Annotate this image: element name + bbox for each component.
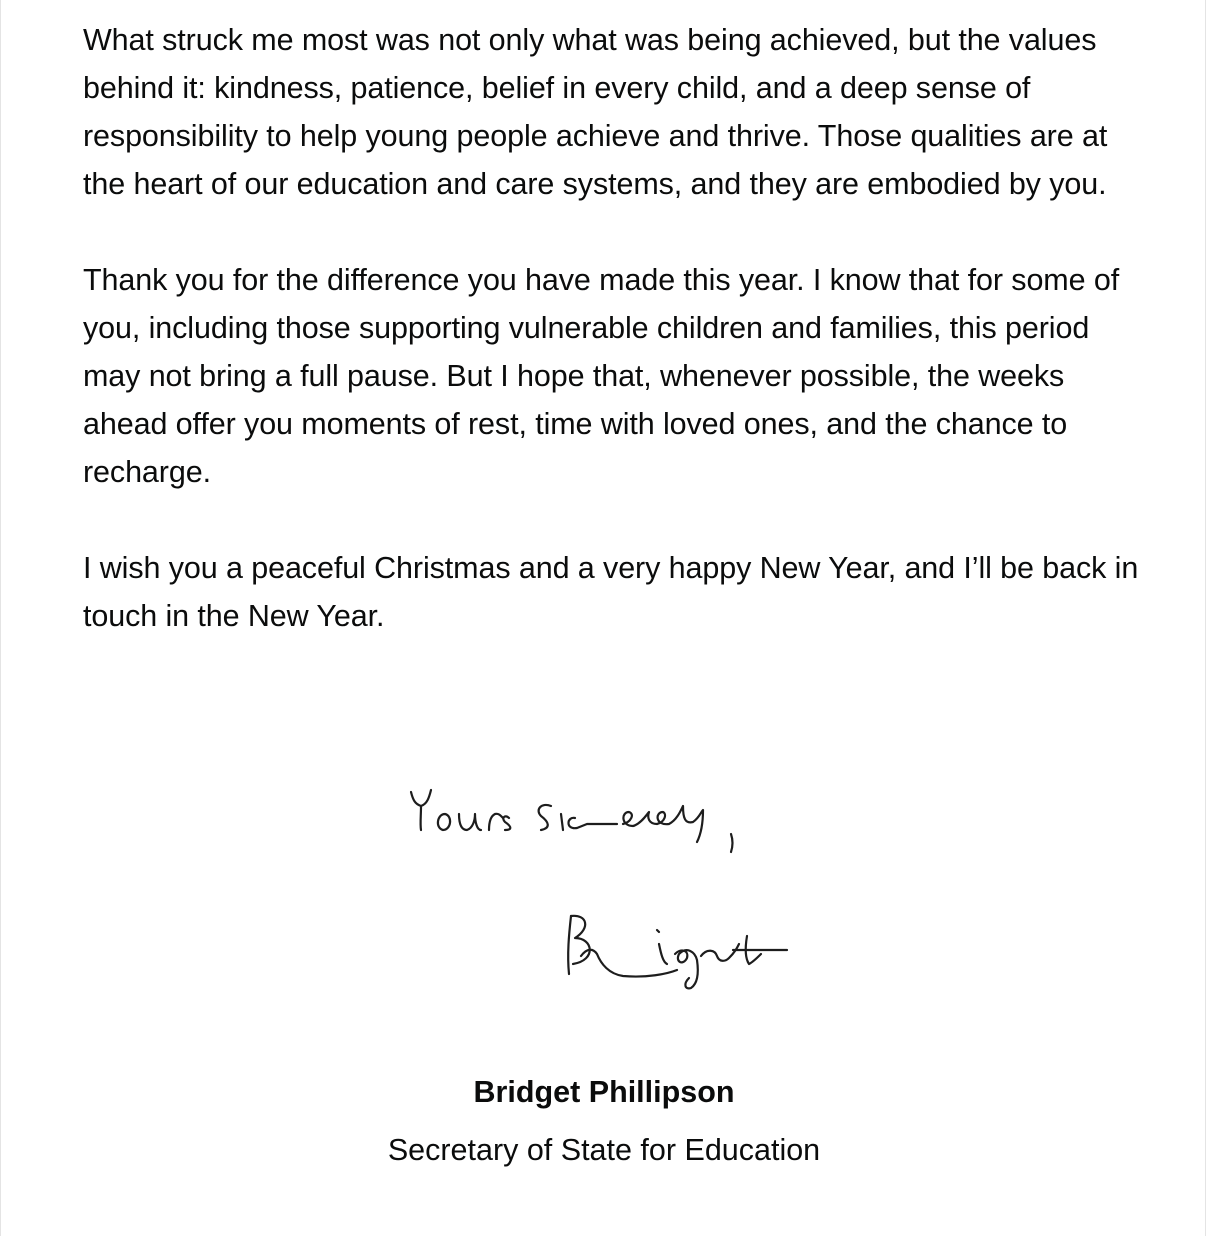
handwritten-signature-drawing — [557, 904, 797, 994]
handwritten-closing-drawing — [401, 778, 761, 868]
sign-off-block — [1, 1070, 1206, 1172]
signatory-name: Bridget Phillipson — [473, 1075, 735, 1109]
letter-paragraph-3: I wish you a peaceful Christmas and a very happy New Year, and I’ll be back in touch in the New Year. — [83, 551, 1139, 633]
handwritten-signature — [557, 904, 797, 994]
signatory-title: Secretary of State for Education — [387, 1133, 821, 1167]
letter-paragraph-2: Thank you for the difference you have made this year. I know that for some of you, including those supporting vulnerable children and families, this period may not bring a full pause. But I hope that, whenever possible, the weeks ahead offer you moments of rest, time with loved ones, and the chance to recharge. — [83, 263, 1120, 489]
letter-paragraph-1: What struck me most was not only what was being achieved, but the values behind it: kindness, patience, belief in every child, and a deep sense of responsibility to help young people achieve and thrive. Those qualities are at the heart of our education and care systems, and they are embodied by you. — [83, 23, 1108, 201]
letter-body — [83, 16, 1143, 688]
handwritten-closing — [401, 778, 761, 868]
